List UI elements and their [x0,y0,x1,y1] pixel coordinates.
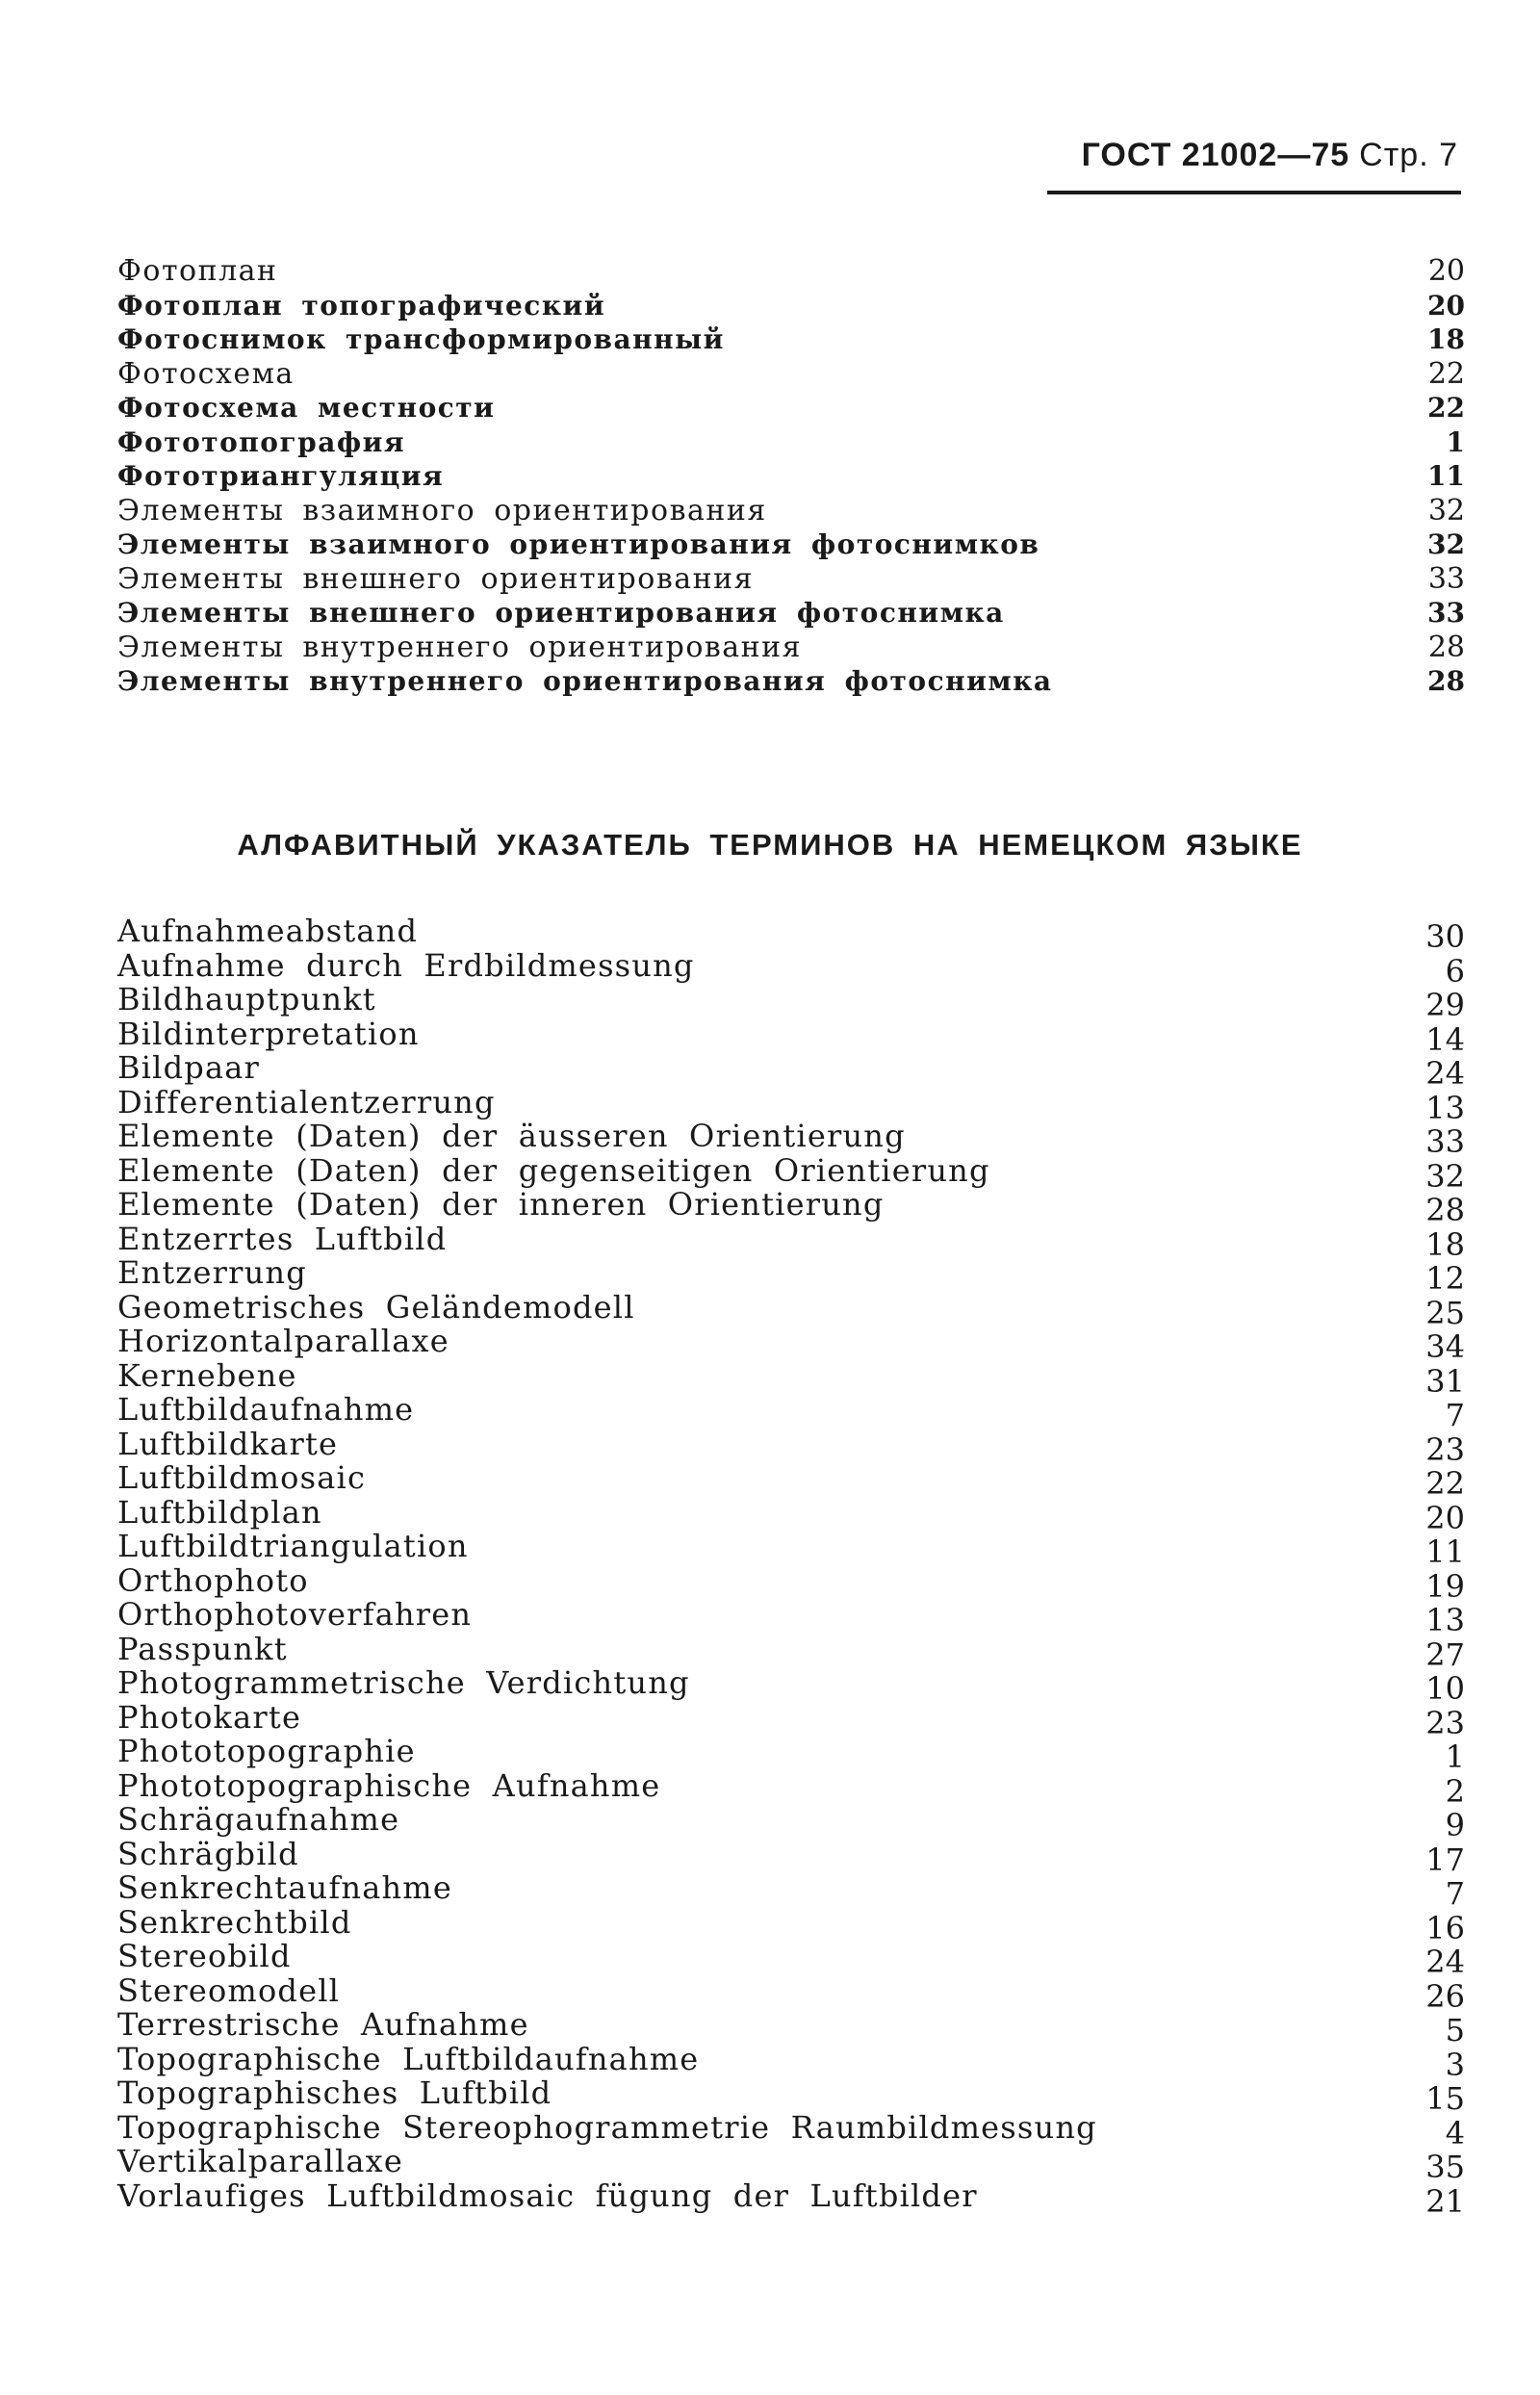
german-index-row [117,1835,1465,1878]
german-index-row [117,1391,1465,1433]
term-page-ref: 4 [1445,2114,1465,2151]
term-page-ref: 14 [1425,1020,1465,1058]
term-page-ref: 30 [1425,918,1465,955]
term-page-ref: 22 [1427,356,1465,391]
german-index-row [117,1664,1465,1707]
term-page-ref: 15 [1425,2080,1465,2117]
header-underline [1047,191,1461,194]
term-page-ref: 18 [1427,323,1465,355]
german-index-row [117,1596,1465,1638]
german-index-row [117,2006,1465,2048]
term-text: Элементы внутреннего ориентирования [117,630,803,664]
russian-index-row [117,357,1465,392]
term-page-ref: 20 [1427,254,1465,288]
term-text: Фототопография [117,425,406,458]
term-page-ref: 32 [1427,528,1465,560]
german-index-row [117,1118,1465,1160]
german-index-row [117,1254,1465,1297]
term-text: Stereomodell [117,1971,341,2009]
term-page-ref: 1 [1446,425,1465,458]
term-page-ref: 28 [1427,665,1465,697]
german-index-row [117,1561,1465,1605]
german-index-row [117,946,1465,990]
term-text: Vertikalparallaxe [117,2143,404,2179]
term-page-ref: 26 [1425,1977,1465,2015]
term-page-ref: 16 [1425,1909,1465,1946]
term-text: Topographisches Luftbild [117,2074,552,2111]
german-index-row [117,1698,1465,1741]
german-index-row [117,2040,1465,2083]
term-page-ref: 32 [1425,1157,1465,1195]
term-page-ref: 9 [1445,1807,1465,1843]
russian-index-row [117,631,1465,665]
term-text: Luftbildaufnahme [117,1391,415,1428]
russian-index-row [117,528,1465,562]
term-page-ref: 18 [1425,1225,1465,1263]
german-index-row [117,1220,1465,1263]
term-text: Photokarte [117,1698,302,1736]
term-text: Elemente (Daten) der inneren Orientierung [117,1186,885,1223]
term-text: Элементы взаимного ориентирования [117,493,767,528]
german-index-row [117,1869,1465,1912]
term-page-ref: 3 [1445,2046,1465,2083]
term-page-ref: 12 [1425,1260,1465,1297]
term-page-ref: 24 [1425,1944,1465,1980]
term-page-ref: 13 [1425,1602,1465,1638]
term-page-ref: 22 [1427,392,1465,424]
russian-index-row [117,596,1465,631]
russian-index-row [117,664,1465,699]
term-text: Phototopographische Aufnahme [117,1766,661,1804]
term-text: Элементы взаимного ориентирования фотоснимков [117,528,1040,560]
russian-term-index [117,254,1465,699]
term-text: Passpunkt [117,1630,288,1667]
term-text: Elemente (Daten) der gegenseitigen Orientierung [117,1151,990,1189]
term-text: Luftbildkarte [117,1425,339,1462]
term-text: Topographische Stereophogrammetrie Raumbildmessung [117,2108,1097,2146]
term-page-ref: 20 [1425,1499,1465,1536]
term-page-ref: 23 [1425,1704,1465,1741]
term-text: Фотосхема [117,356,295,391]
german-index-row [117,1323,1465,1365]
term-text: Stereobild [117,1938,292,1974]
term-text: Kernebene [117,1356,297,1394]
term-page-ref: 6 [1445,952,1465,990]
term-text: Orthophotoverfahren [117,1596,473,1633]
term-text: Фотоплан топографический [117,289,606,322]
german-index-row [117,1083,1465,1126]
term-page-ref: 29 [1425,987,1465,1023]
german-index-row [117,1425,1465,1468]
term-text: Phototopographie [117,1733,416,1769]
term-text: Senkrechtbild [117,1903,352,1941]
page-number: Стр. 7 [1359,137,1458,173]
term-page-ref: 33 [1427,561,1465,596]
term-page-ref: 2 [1445,1772,1465,1810]
term-page-ref: 19 [1425,1567,1465,1605]
russian-index-row [117,425,1465,460]
german-index-row [117,1186,1465,1228]
term-page-ref: 21 [1425,2182,1465,2220]
term-text: Элементы внешнего ориентирования [117,561,755,596]
german-index-row [117,1151,1465,1195]
term-page-ref: 17 [1425,1841,1465,1878]
russian-index-row [117,391,1465,425]
russian-index-row [117,322,1465,357]
term-text: Differentialentzerrung [117,1083,496,1120]
term-page-ref: 33 [1425,1123,1465,1160]
term-page-ref: 5 [1445,2012,1465,2048]
term-text: Bildhauptpunkt [117,981,376,1017]
russian-index-row [117,254,1465,289]
term-text: Horizontalparallaxe [117,1323,449,1359]
term-text: Schrägbild [117,1835,299,1872]
term-page-ref: 11 [1427,460,1465,492]
german-index-row [117,981,1465,1023]
term-text: Luftbildtriangulation [117,1528,469,1564]
term-page-ref: 28 [1427,630,1465,664]
term-text: Vorlaufiges Luftbildmosaic fügung der Luftbilder [117,2176,978,2214]
term-text: Terrestrische Aufnahme [117,2006,529,2043]
term-text: Aufnahme durch Erdbildmessung [117,946,695,984]
term-text: Photogrammetrische Verdichtung [117,1664,690,1701]
term-text: Elemente (Daten) der äusseren Orientierung [117,1118,906,1154]
term-page-ref: 20 [1427,289,1465,322]
term-page-ref: 10 [1425,1670,1465,1707]
term-text: Luftbildplan [117,1493,322,1531]
russian-index-row [117,494,1465,528]
german-index-row [117,1356,1465,1400]
term-text: Senkrechtaufnahme [117,1869,452,1906]
term-page-ref: 13 [1425,1089,1465,1126]
term-text: Фототриангуляция [117,460,445,492]
term-page-ref: 34 [1425,1328,1465,1365]
german-index-row [117,1766,1465,1810]
term-text: Entzerrtes Luftbild [117,1220,448,1257]
term-text: Элементы внешнего ориентирования фотоснимка [117,597,1005,629]
term-text: Bildpaar [117,1049,261,1086]
term-text: Schrägaufnahme [117,1801,400,1838]
german-term-index [117,913,1465,2220]
term-text: Orthophoto [117,1561,309,1599]
german-index-row [117,2108,1465,2151]
term-text: Фотоснимок трансформированный [117,323,725,355]
german-index-row [117,1630,1465,1673]
german-index-row [117,1903,1465,1946]
term-text: Фотосхема местности [117,392,496,424]
term-page-ref: 24 [1425,1055,1465,1092]
german-index-row [117,1288,1465,1331]
russian-index-row [117,289,1465,323]
term-text: Aufnahmeabstand [117,913,419,949]
term-page-ref: 23 [1425,1430,1465,1468]
page-header [1044,137,1458,174]
german-index-row [117,1049,1465,1092]
term-page-ref: 25 [1425,1294,1465,1331]
german-index-row [117,1733,1465,1775]
term-page-ref: 33 [1427,597,1465,629]
russian-index-row [117,562,1465,597]
german-index-row [117,1528,1465,1570]
term-text: Элементы внутреннего ориентирования фотоснимка [117,665,1053,697]
term-page-ref: 32 [1427,493,1465,528]
term-page-ref: 27 [1425,1635,1465,1673]
term-text: Luftbildmosaic [117,1459,367,1496]
term-page-ref: 1 [1445,1738,1465,1775]
german-index-row [117,1971,1465,2015]
standard-number: ГОСТ 21002—75 [1081,137,1350,173]
term-page-ref: 35 [1425,2149,1465,2185]
term-page-ref: 31 [1425,1362,1465,1400]
german-index-row [117,2176,1465,2220]
term-page-ref: 11 [1425,1533,1465,1570]
german-index-row [117,1459,1465,1502]
term-text: Bildinterpretation [117,1015,420,1052]
term-text: Фотоплан [117,254,278,288]
russian-index-row [117,459,1465,494]
german-index-row [117,1493,1465,1536]
german-index-row [117,1938,1465,1980]
german-index-row [117,1801,1465,1843]
german-index-heading: АЛФАВИТНЫЙ УКАЗАТЕЛЬ ТЕРМИНОВ НА НЕМЕЦКОМ ЯЗЫКЕ [237,828,1303,862]
german-index-row [117,2074,1465,2117]
german-index-row [117,1015,1465,1058]
german-index-row [117,2143,1465,2185]
german-index-row [117,913,1465,955]
term-text: Topographische Luftbildaufnahme [117,2040,700,2077]
term-text: Geometrisches Geländemodell [117,1288,635,1326]
term-page-ref: 7 [1445,1397,1465,1433]
term-page-ref: 7 [1445,1875,1465,1912]
term-text: Entzerrung [117,1254,307,1291]
term-page-ref: 22 [1425,1465,1465,1502]
term-page-ref: 28 [1425,1192,1465,1228]
